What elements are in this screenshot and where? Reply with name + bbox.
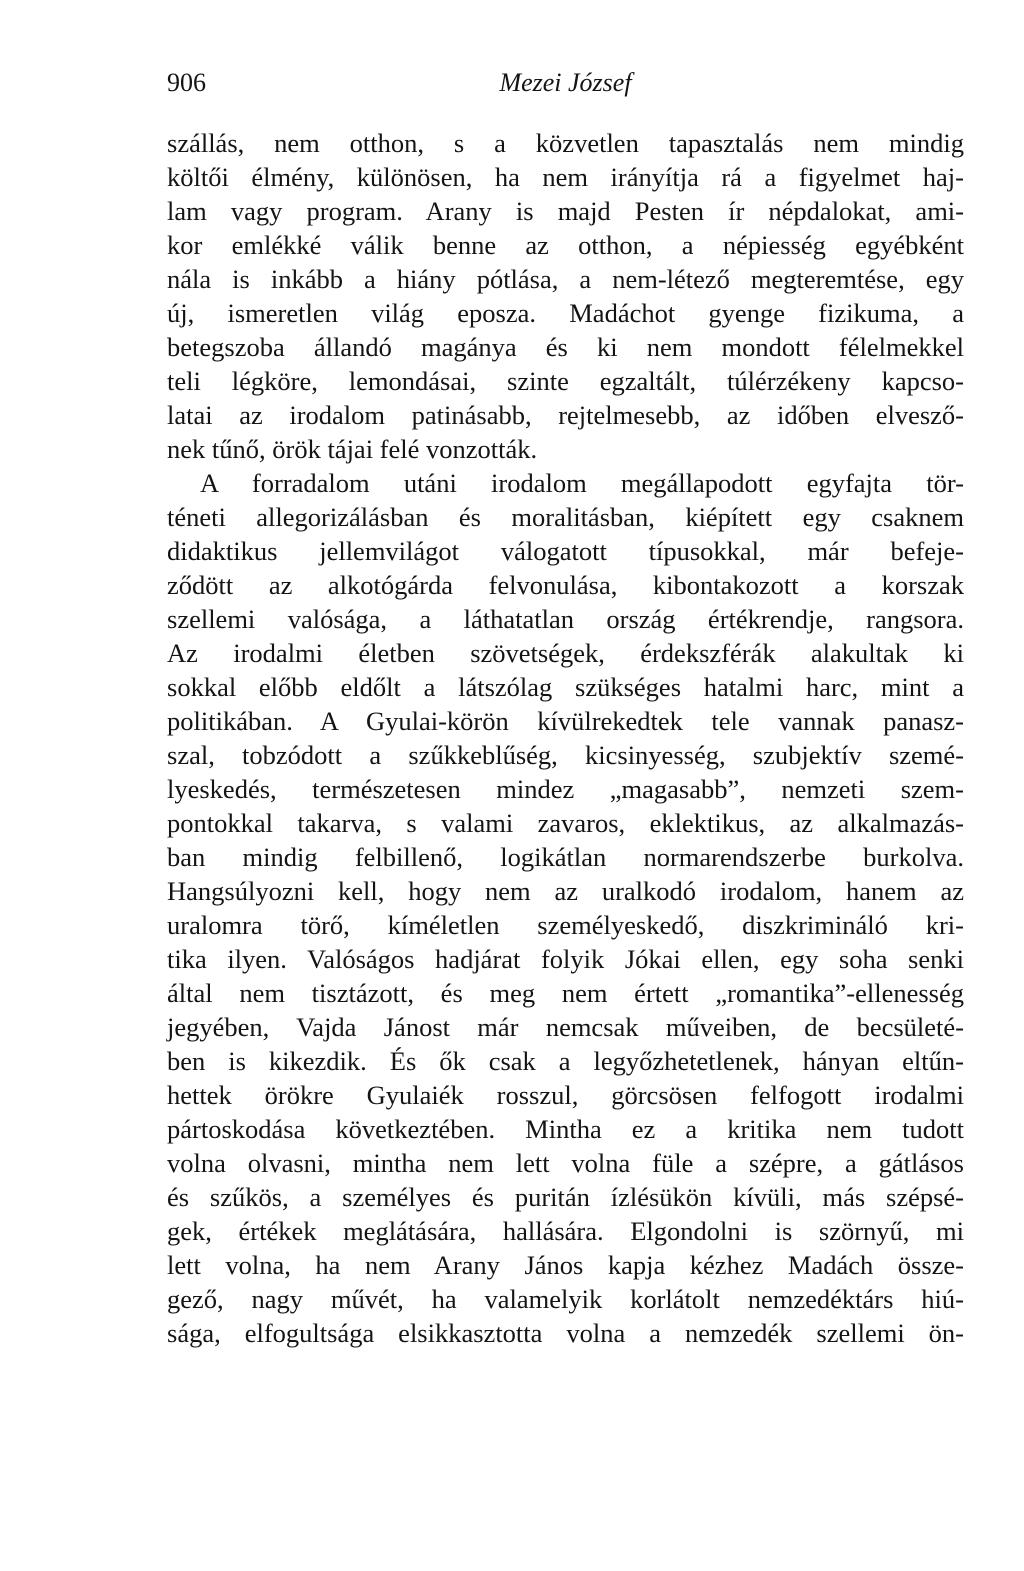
text-line: tika ilyen. Valóságos hadjárat folyik Jókai ellen, egy soha senki [167, 944, 964, 974]
text-line: politikában. A Gyulai-körön kívülrekedtek tele vannak panasz- [167, 706, 964, 736]
running-head [167, 66, 964, 100]
text-line: ban mindig felbillenő, logikátlan normarendszerbe burkolva. [167, 842, 964, 872]
page-number: 906 [167, 68, 206, 97]
text-line: gező, nagy művét, ha valamelyik korlátolt nemzedéktárs hiú- [167, 1284, 964, 1314]
text-line: uralomra törő, kíméletlen személyeskedő, diszkrimináló kri- [167, 910, 964, 940]
text-line: lett volna, ha nem Arany János kapja kézhez Madách össze- [167, 1250, 964, 1280]
text-line: nála is inkább a hiány pótlása, a nem-létező megteremtése, egy [167, 264, 964, 294]
text-line: téneti allegorizálásban és moralitásban, kiépített egy csaknem [167, 502, 964, 532]
text-line: pártoskodása következtében. Mintha ez a kritika nem tudott [167, 1114, 964, 1144]
text-line: ződött az alkotógárda felvonulása, kibontakozott a korszak [167, 570, 964, 600]
paragraph [167, 466, 964, 1350]
body-text [167, 126, 964, 1350]
text-line: jegyében, Vajda Jánost már nemcsak műveiben, de becsületé- [167, 1012, 964, 1042]
running-title: Mezei József [499, 68, 632, 97]
text-line: új, ismeretlen világ eposza. Madáchot gyenge fizikuma, a [167, 298, 964, 328]
text-line: szal, tobzódott a szűkkeblűség, kicsinyesség, szubjektív szemé- [167, 740, 964, 770]
text-line: Hangsúlyozni kell, hogy nem az uralkodó irodalom, hanem az [167, 876, 964, 906]
text-line: didaktikus jellemvilágot válogatott típusokkal, már befeje- [167, 536, 964, 566]
text-line: lyeskedés, természetesen mindez „magasabb”, nemzeti szem- [167, 774, 964, 804]
text-line: lam vagy program. Arany is majd Pesten ír népdalokat, ami- [167, 196, 964, 226]
text-line: ben is kikezdik. És ők csak a legyőzhetetlenek, hányan eltűn- [167, 1046, 964, 1076]
text-line: kor emlékké válik benne az otthon, a népiesség egyébként [167, 230, 964, 260]
text-line: szállás, nem otthon, s a közvetlen tapasztalás nem mindig [167, 128, 964, 158]
text-line: nek tűnő, örök tájai felé vonzották. [167, 434, 538, 464]
text-line: által nem tisztázott, és meg nem értett „romantika”-ellenesség [167, 978, 964, 1008]
text-line: és szűkös, a személyes és puritán ízlésükön kívüli, más szépsé- [167, 1182, 964, 1212]
text-line: A forradalom utáni irodalom megállapodott egyfajta tör- [200, 468, 964, 498]
text-line: szellemi valósága, a láthatatlan ország értékrendje, rangsora. [167, 604, 964, 634]
text-line: hettek örökre Gyulaiék rosszul, görcsösen felfogott irodalmi [167, 1080, 964, 1110]
text-line: betegszoba állandó magánya és ki nem mondott félelmekkel [167, 332, 964, 362]
text-line: költői élmény, különösen, ha nem irányítja rá a figyelmet haj- [167, 162, 964, 192]
text-line: volna olvasni, mintha nem lett volna füle a szépre, a gátlásos [167, 1148, 964, 1178]
text-line: sokkal előbb eldőlt a látszólag szükséges hatalmi harc, mint a [167, 672, 964, 702]
text-line: gek, értékek meglátására, hallására. Elgondolni is szörnyű, mi [167, 1216, 964, 1246]
text-line: teli légköre, lemondásai, szinte egzaltált, túlérzékeny kapcso- [167, 366, 964, 396]
paragraph [167, 126, 964, 466]
text-line: latai az irodalom patinásabb, rejtelmesebb, az időben elvesző- [167, 400, 964, 430]
text-line: Az irodalmi életben szövetségek, érdekszférák alakultak ki [167, 638, 964, 668]
text-line: sága, elfogultsága elsikkasztotta volna a nemzedék szellemi ön- [167, 1318, 964, 1348]
text-line: pontokkal takarva, s valami zavaros, eklektikus, az alkalmazás- [167, 808, 964, 838]
